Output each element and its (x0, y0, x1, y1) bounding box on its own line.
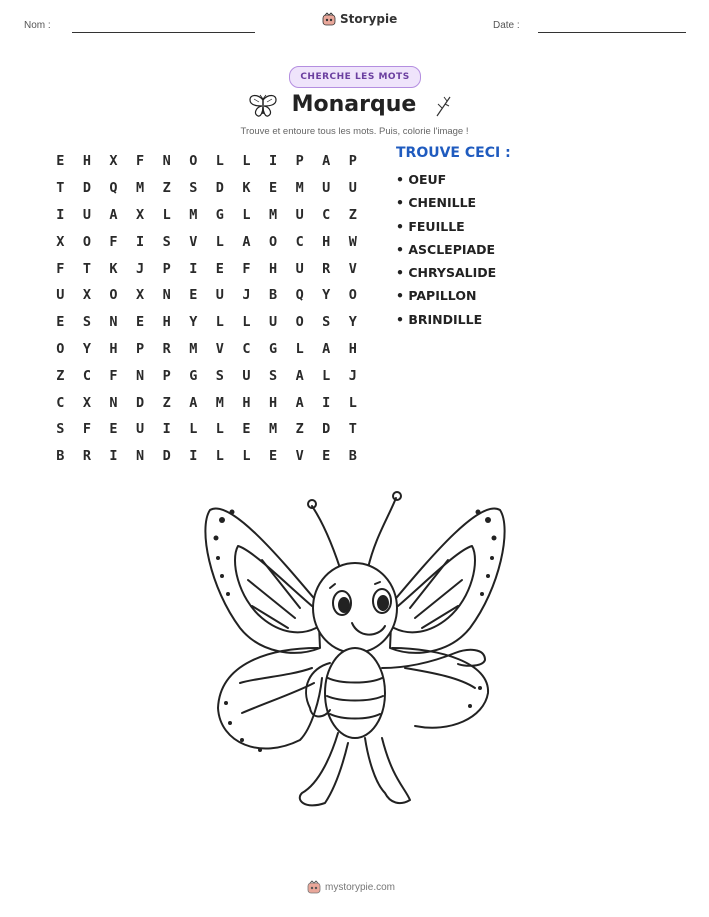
grid-cell: Y (348, 314, 357, 331)
grid-cell: S (189, 180, 198, 197)
grid-cell: Z (348, 206, 357, 223)
grid-cell: N (136, 448, 145, 465)
grid-cell: G (268, 340, 278, 357)
grid-cell: N (136, 367, 145, 384)
name-label: Nom : (24, 20, 51, 31)
grid-cell: E (56, 314, 65, 331)
grid-cell: O (189, 153, 198, 170)
grid-cell: S (322, 314, 331, 331)
grid-cell: E (215, 260, 224, 277)
grid-cell: H (322, 233, 331, 250)
grid-cell: L (295, 340, 304, 357)
grid-cell: L (242, 314, 251, 331)
grid-cell: J (348, 367, 357, 384)
grid-cell: F (109, 233, 118, 250)
grid-cell: E (242, 421, 251, 438)
butterfly-illustration (200, 488, 510, 818)
grid-cell: A (109, 206, 118, 223)
grid-cell: T (82, 260, 91, 277)
grid-cell: M (268, 206, 278, 223)
grid-cell: E (322, 448, 331, 465)
grid-cell: C (242, 340, 251, 357)
grid-cell: S (82, 314, 91, 331)
grid-cell: H (268, 260, 278, 277)
grid-cell: C (295, 233, 304, 250)
grid-cell: L (215, 153, 224, 170)
grid-cell: I (189, 260, 198, 277)
grid-cell: D (136, 394, 145, 411)
grid-cell: U (242, 367, 251, 384)
grid-cell: B (268, 287, 278, 304)
grid-cell: Z (162, 180, 171, 197)
grid-cell: N (109, 314, 118, 331)
grid-cell: M (189, 206, 198, 223)
grid-cell: M (268, 421, 278, 438)
grid-cell: I (322, 394, 331, 411)
grid-cell: Z (295, 421, 304, 438)
word-list-title: TROUVE CECI : (396, 145, 511, 161)
grid-cell: P (162, 367, 171, 384)
brand-name: Storypie (340, 12, 398, 26)
grid-cell: O (109, 287, 118, 304)
grid-cell: X (136, 287, 145, 304)
grid-cell: X (82, 287, 91, 304)
word-list-item: • FEUILLE (396, 219, 496, 242)
date-label: Date : (493, 20, 520, 31)
grid-cell: A (189, 394, 198, 411)
grid-cell: N (109, 394, 118, 411)
grid-cell: D (82, 180, 91, 197)
grid-cell: T (348, 421, 357, 438)
grid-cell: E (56, 153, 65, 170)
grid-cell: H (162, 314, 171, 331)
grid-cell: O (82, 233, 91, 250)
grid-cell: V (348, 260, 357, 277)
grid-cell: B (56, 448, 65, 465)
grid-cell: W (348, 233, 357, 250)
grid-cell: T (56, 180, 65, 197)
grid-cell: L (215, 448, 224, 465)
grid-cell: S (268, 367, 278, 384)
grid-cell: V (295, 448, 304, 465)
grid-cell: R (82, 448, 91, 465)
grid-cell: P (295, 153, 304, 170)
grid-cell: Y (322, 287, 331, 304)
grid-cell: U (348, 180, 357, 197)
grid-cell: L (215, 314, 224, 331)
grid-cell: L (189, 421, 198, 438)
grid-cell: U (56, 287, 65, 304)
name-line (72, 32, 255, 33)
grid-cell: L (242, 448, 251, 465)
storypie-logo-icon (307, 880, 321, 894)
grid-cell: Z (56, 367, 65, 384)
grid-cell: Q (109, 180, 118, 197)
grid-cell: L (348, 394, 357, 411)
grid-cell: C (82, 367, 91, 384)
word-list-item: • ASCLEPIADE (396, 242, 496, 265)
butterfly-icon (248, 94, 278, 118)
grid-cell: H (268, 394, 278, 411)
grid-cell: H (242, 394, 251, 411)
word-list-item: • PAPILLON (396, 288, 496, 311)
grid-cell: S (215, 367, 224, 384)
footer (307, 880, 395, 894)
grid-cell: U (136, 421, 145, 438)
grid-cell: I (136, 233, 145, 250)
word-search-grid (47, 148, 366, 470)
grid-cell: X (136, 206, 145, 223)
word-list-item: • CHENILLE (396, 195, 496, 218)
grid-cell: U (268, 314, 278, 331)
grid-cell: I (162, 421, 171, 438)
grid-cell: D (322, 421, 331, 438)
grid-cell: B (348, 448, 357, 465)
grid-cell: L (215, 421, 224, 438)
grid-cell: F (56, 260, 65, 277)
grid-cell: L (242, 206, 251, 223)
grid-cell: H (109, 340, 118, 357)
grid-cell: X (56, 233, 65, 250)
page-title: Monarque (291, 92, 417, 117)
grid-cell: A (242, 233, 251, 250)
grid-cell: I (109, 448, 118, 465)
grid-cell: D (215, 180, 224, 197)
storypie-logo-icon (322, 12, 336, 26)
grid-cell: R (162, 340, 171, 357)
grid-cell: O (268, 233, 278, 250)
grid-cell: M (136, 180, 145, 197)
grid-cell: K (109, 260, 118, 277)
grid-cell: U (82, 206, 91, 223)
word-list-item: • CHRYSALIDE (396, 265, 496, 288)
grid-cell: H (82, 153, 91, 170)
grid-cell: E (109, 421, 118, 438)
grid-cell: P (348, 153, 357, 170)
grid-cell: X (109, 153, 118, 170)
grid-cell: I (189, 448, 198, 465)
grid-cell: N (162, 153, 171, 170)
grid-cell: V (189, 233, 198, 250)
instructions: Trouve et entoure tous les mots. Puis, colorie l'image ! (240, 126, 469, 137)
grid-cell: A (295, 367, 304, 384)
grid-cell: O (56, 340, 65, 357)
grid-cell: G (215, 206, 224, 223)
grid-cell: A (295, 394, 304, 411)
footer-url[interactable]: mystorypie.com (325, 881, 396, 893)
grid-cell: L (322, 367, 331, 384)
grid-cell: P (136, 340, 145, 357)
grid-cell: A (322, 340, 331, 357)
date-line (538, 32, 686, 33)
grid-cell: C (56, 394, 65, 411)
grid-cell: Z (162, 394, 171, 411)
word-list-item: • BRINDILLE (396, 312, 496, 335)
grid-cell: F (242, 260, 251, 277)
grid-cell: K (242, 180, 251, 197)
grid-cell: S (162, 233, 171, 250)
grid-cell: Y (82, 340, 91, 357)
grid-cell: U (295, 260, 304, 277)
grid-cell: E (189, 287, 198, 304)
grid-cell: H (348, 340, 357, 357)
grid-cell: L (215, 233, 224, 250)
grid-cell: I (56, 206, 65, 223)
grid-cell: C (322, 206, 331, 223)
grid-cell: G (189, 367, 198, 384)
grid-cell: E (268, 180, 278, 197)
grid-cell: P (162, 260, 171, 277)
grid-cell: E (268, 448, 278, 465)
grid-cell: R (322, 260, 331, 277)
word-list-item: • OEUF (396, 172, 496, 195)
grid-cell: D (162, 448, 171, 465)
grid-cell: Y (189, 314, 198, 331)
twig-icon (434, 94, 454, 118)
grid-cell: N (162, 287, 171, 304)
grid-cell: F (109, 367, 118, 384)
grid-cell: L (162, 206, 171, 223)
grid-cell: S (56, 421, 65, 438)
grid-cell: O (295, 314, 304, 331)
grid-cell: U (215, 287, 224, 304)
category-badge: CHERCHE LES MOTS (289, 66, 421, 88)
grid-cell: X (82, 394, 91, 411)
grid-cell: A (322, 153, 331, 170)
grid-cell: M (295, 180, 304, 197)
grid-cell: M (215, 394, 224, 411)
grid-cell: Q (295, 287, 304, 304)
grid-cell: F (82, 421, 91, 438)
grid-cell: U (322, 180, 331, 197)
grid-cell: U (295, 206, 304, 223)
grid-cell: L (242, 153, 251, 170)
grid-cell: O (348, 287, 357, 304)
grid-cell: V (215, 340, 224, 357)
grid-cell: M (189, 340, 198, 357)
brand (322, 12, 397, 26)
grid-cell: E (136, 314, 145, 331)
grid-cell: J (136, 260, 145, 277)
word-list (396, 172, 496, 335)
grid-cell: J (242, 287, 251, 304)
grid-cell: F (136, 153, 145, 170)
grid-cell: I (268, 153, 278, 170)
